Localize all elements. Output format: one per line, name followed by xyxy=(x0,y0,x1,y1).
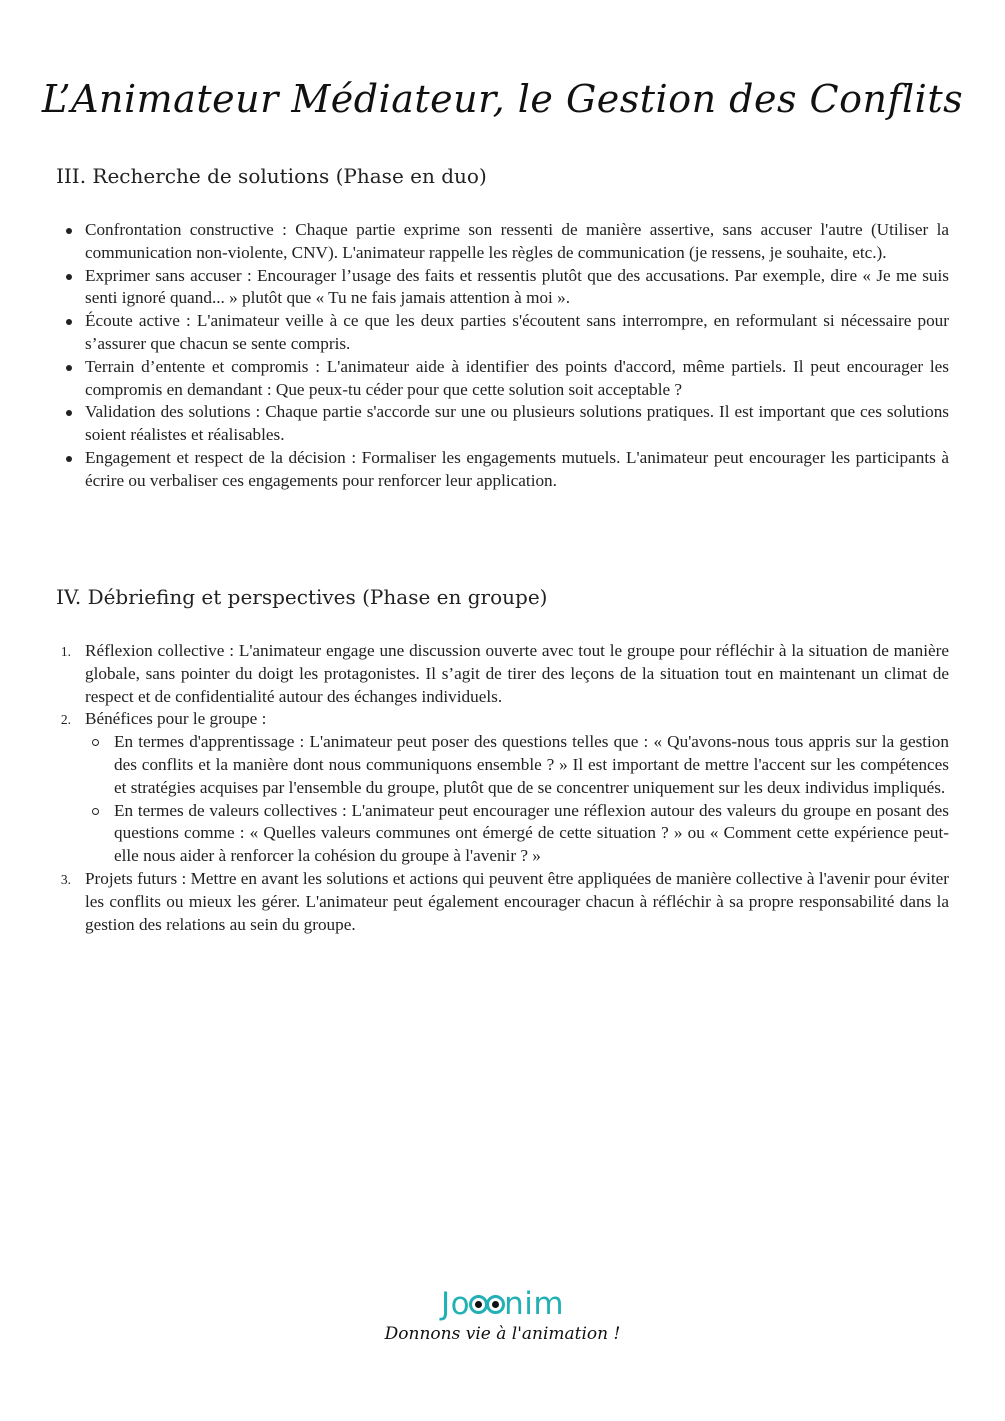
tagline: Donnons vie à l'animation ! xyxy=(384,1324,621,1344)
list-item: Terrain d’entente et compromis : L'animateur aide à identifier des points d'accord, même partiels. Il peut encourager les compromis en demandant : Que peux-tu céder pour que cette solution soit acceptable ? xyxy=(85,356,949,402)
list-item: Validation des solutions : Chaque partie s'accorde sur une ou plusieurs solutions pratiques. Il est important que ces solutions soient réalistes et réalisables. xyxy=(85,401,949,447)
list-item xyxy=(60,640,949,708)
sublist xyxy=(85,731,949,868)
list-item: Confrontation constructive : Chaque partie exprime son ressenti de manière assertive, sans accuser l'autre (Utiliser la communication non-violente, CNV). L'animateur rappelle les règles de communication (je ressens, je souhaite, etc.). xyxy=(85,219,949,265)
section-4-heading: IV. Débriefing et perspectives (Phase en groupe) xyxy=(56,585,548,609)
sublist-item: En termes de valeurs collectives : L'animateur peut encourager une réflexion autour des valeurs du groupe en posant des questions comme : « Quelles valeurs communes ont émergé de cette situation ? » ou « Comment cette expérience peut-elle nous aider à renforcer la cohésion du groupe à l'avenir ? » xyxy=(114,800,949,868)
list-item: Engagement et respect de la décision : Formaliser les engagements mutuels. L'animateur peut encourager les participants à écrire ou verbaliser ces engagements pour renforcer leur application. xyxy=(85,447,949,493)
list-number: 3. xyxy=(60,871,71,887)
list-item: Écoute active : L'animateur veille à ce que les deux parties s'écoutent sans interrompre, en reformulant si nécessaire pour s’assurer que chacun se sente compris. xyxy=(85,310,949,356)
list-number: 1. xyxy=(60,644,71,659)
list-item-text: Projets futurs : Mettre en avant les solutions et actions qui peuvent être appliquées de manière collective à l'avenir pour éviter les conflits ou mieux les gérer. L'animateur peut également encourager chacun à réfléchir à sa propre responsabilité dans la gestion des relations au sein du groupe. xyxy=(85,868,949,934)
section-3-list xyxy=(85,219,949,493)
jobanim-logo: Jo nim xyxy=(440,1286,565,1322)
list-item xyxy=(60,708,949,868)
section-3-heading: III. Recherche de solutions (Phase en duo) xyxy=(56,164,487,188)
footer-branding xyxy=(0,1286,1005,1344)
sublist-item: En termes d'apprentissage : L'animateur peut poser des questions telles que : « Qu'avons-nous tous appris sur la gestion des conflits et la manière dont nous communiquons ensemble ? » Il est important de mettre l'accent sur les compétences et stratégies acquises par l'ensemble du groupe, plutôt que de se concentrer uniquement sur les deux individus impliqués. xyxy=(114,731,949,799)
list-number: 2. xyxy=(60,712,71,728)
document-title: L’Animateur Médiateur, le Gestion des Conflits xyxy=(41,77,964,122)
list-item-text: Réflexion collective : L'animateur engage une discussion ouverte avec tout le groupe pour réfléchir à la situation de manière globale, sans pointer du doigt les protagonistes. Il s’agit de tirer des leçons de la situation tout en maintenant un climat de respect et de confidentialité autour des échanges individuels. xyxy=(85,641,949,706)
list-item: Exprimer sans accuser : Encourager l’usage des faits et ressentis plutôt que des accusations. Par exemple, dire « Je me suis senti ignoré quand... » plutôt que « Tu ne fais jamais attention à moi ». xyxy=(85,265,949,311)
eye-icon xyxy=(486,1295,505,1314)
section-4-list xyxy=(60,640,949,936)
list-item-text: Bénéfices pour le groupe : xyxy=(85,709,267,729)
list-item xyxy=(60,868,949,936)
